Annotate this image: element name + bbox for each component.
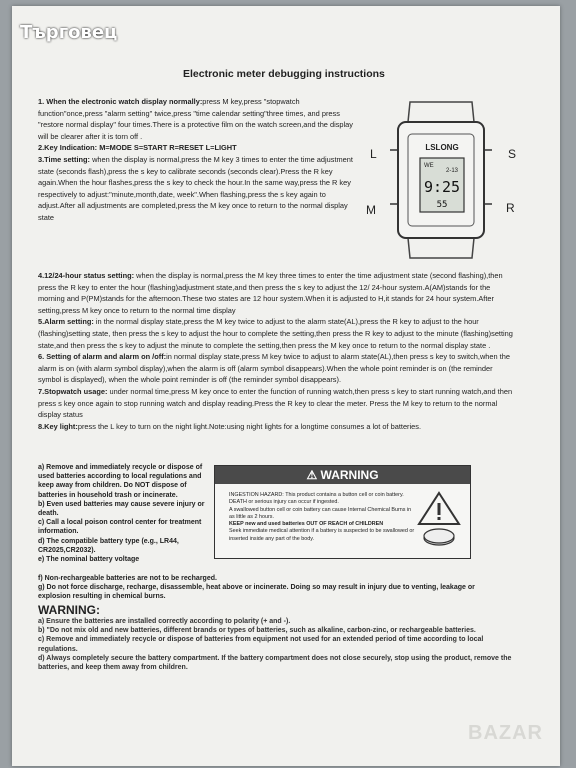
warning-item: a) Ensure the batteries are installed correctly according to polarity (+ and -). — [38, 618, 291, 625]
warning-item: b) "Do not mix old and new batteries, different brands or types of batteries, such as alkaline, carbon-zinc, or rechargeable batteries. — [38, 627, 476, 635]
section-5: 5.Alarm setting: in the normal display state,press the M key twice to adjust to the alarm state(AL),press the R key to adjust to the hour (flashing)setting state, then press the s key to adjust the hour to complete the setting,then press the R key to adjust to the minute (flashing)setting state,and then press the s key to adjust the minute to complete the setting,then press the M key once to return to the normal display state . — [38, 317, 513, 350]
section-1: 1. When the electronic watch display normally:press M key,press "stopwatch function"once,press "alarm setting" twice,press "time calendar setting"three times, and press "restore normal display" four times.There is a protective film on the watch screen,and the display will be clearer after it is torn off . — [38, 97, 353, 141]
watermark-logo: BAZAR — [468, 722, 543, 744]
button-l-label: L — [370, 147, 377, 161]
warning-heading: WARNING: — [38, 603, 100, 617]
page-title: Electronic meter debugging instructions — [183, 68, 385, 80]
battery-note: c) Call a local poison control center for treatment information. — [38, 519, 202, 536]
watch-seconds: 55 — [436, 200, 448, 210]
warning-list — [38, 617, 518, 672]
battery-note: d) The compatible battery type (e.g., LR44, CR2025,CR2032). — [38, 537, 179, 554]
coin-battery-hazard-icon — [416, 490, 462, 550]
warning-triangle-icon: ⚠ — [306, 468, 318, 482]
section-2: 2.Key Indication: M=MODE S=START R=RESET L=LIGHT — [38, 143, 237, 153]
instructions-wide — [38, 270, 518, 432]
warning-item: c) Remove and immediately recycle or dispose of batteries from equipment not used for an extended period of time according to local regulations. — [38, 636, 484, 653]
section-7: 7.Stopwatch usage: under normal time,press M key once to enter the function of running watch,then press s key to start running watch,and then press s key once again to stop running watch and display reading.Press the R key to clear the meter. Press the M key to return to the normal display status — [38, 386, 513, 420]
warning-item: d) Always completely secure the battery compartment. If the battery compartment does not close securely, stop using the product, remove the batteries, and keep them away from children. — [38, 654, 512, 672]
warning-box — [214, 465, 471, 559]
battery-note: f) Non-rechargeable batteries are not to be recharged. — [38, 575, 217, 582]
battery-note: g) Do not force discharge, recharge, disassemble, heat above or incinerate. Doing so may result in injury due to venting, leakage or explosion resulting in chemical burns. — [38, 584, 475, 601]
battery-note: b) Even used batteries may cause severe injury or death. — [38, 500, 205, 518]
watch-date: 2-13 — [446, 168, 459, 174]
button-s-label: S — [508, 147, 517, 161]
button-r-label: R — [506, 201, 515, 215]
battery-notes-full — [38, 574, 508, 602]
watch-day: WE — [424, 163, 434, 169]
section-6: 6. Setting of alarm and alarm on /off:in normal display state,press M key twice to adjust to alarm state(AL),then press s key to switch,when the alarm is on (with alarm symbol display),when the alarm is off (alarm symbol disappears).When the whole point reminder is on (the reminder symbol is displayed), when the whole point reminder is off (the reminder symbol disappears). — [38, 352, 510, 385]
battery-note: e) The nominal battery voltage — [38, 556, 140, 564]
watch-brand: LSLONG — [425, 143, 459, 152]
section-8: 8.Key light:press the L key to turn on the night light.Note:using night lights for a longtime consumes a lot of batteries. — [38, 421, 422, 431]
warning-box-text: INGESTION HAZARD: This product contains a button cell or coin battery. DEATH or serious injury can occur if ingested. A swallowed button cell or coin battery can cause Internal Chemical Burns in as little as 2 hours. KEEP new and used batteries OUT OF REACH of CHILDREN Seek immediate medical attention if a battery is suspected to be swallowed or inserted inside any part of the body. — [229, 492, 415, 542]
seller-label: Търговец — [20, 22, 118, 43]
instructions-top — [38, 96, 356, 224]
warning-box-heading: ⚠ WARNING — [215, 466, 470, 484]
battery-notes — [38, 463, 210, 564]
section-4: 4.12/24-hour status setting: when the display is normal,press the M key three times to enter the time adjustment state (second flashing),then press the R key to enter the hour (flashing)adjustment state,and then press the s key to adjust the 12/ 24-hour system.A(AM)stands for the morning and P(PM)stands for the afternoon.These two states are 12 hour system.When it is adjusted to H,it stands for 24 hour system.After setting,press M key once to return to the normal time display — [38, 271, 503, 315]
battery-note: a) Remove and immediately recycle or dispose of used batteries according to local regulations and keep away from children. Do NOT dispose of batteries in household trash or incinerate. — [38, 464, 203, 499]
watch-diagram — [362, 100, 530, 260]
button-m-label: M — [366, 203, 376, 217]
watch-time: 9:25 — [423, 178, 461, 196]
section-3: 3.Time setting: when the display is normal,press the M key 3 times to enter the time adjustment state (seconds flash),press the s key to calibrate seconds (seconds clear).Press the R key again.When the hour flashes,press the s key to check the hour.In the same way,press the R key respectively to adjust:"minute,month,date, week".When flashing,press the s key again to adjust.After all adjustments are completed,press the M key once to return to the normal display state — [38, 154, 353, 222]
